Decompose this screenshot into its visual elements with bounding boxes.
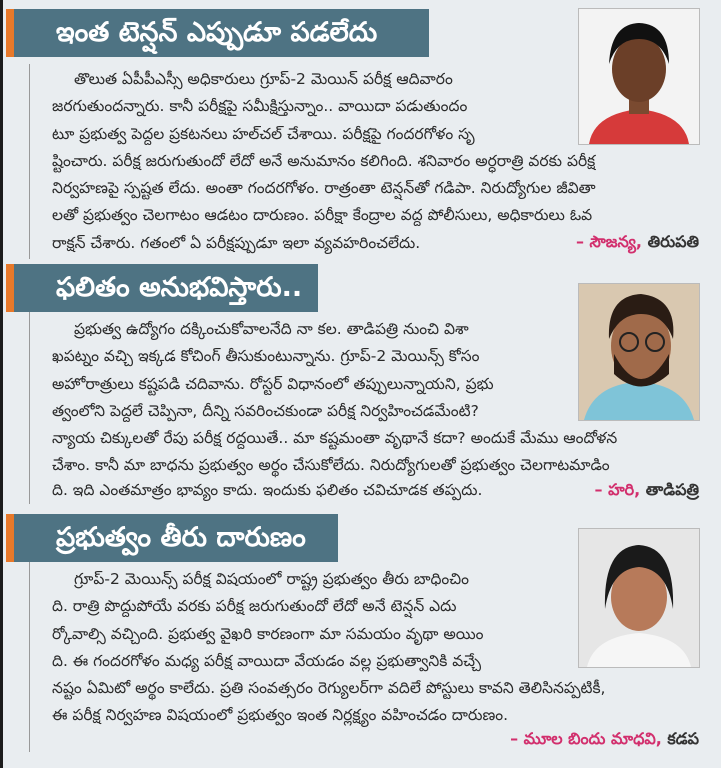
opinion-section-1	[0, 0, 721, 262]
author-signature	[510, 729, 699, 752]
paragraph-line: ఖపట్నం వచ్చి ఇక్కడ కోచింగ్ తీసుకుంటున్నాను. గ్రూప్-2 మెయిన్స్ కోసం	[52, 347, 480, 366]
section-body	[52, 66, 596, 257]
paragraph-line: నష్టం ఏమిటో అర్థం కాలేదు. ప్రతి సంవత్సరం రెగ్యులర్‌గా వదిలే పోస్టులు కావని తెలిసినప్పటికీ,	[52, 679, 606, 698]
paragraph-line: చేశాం. కానీ మా బాధను ప్రభుత్వం అర్థం చేసుకోలేదు. నిరుద్యోగులతో ప్రభుత్వం చెలగాటమాడిం	[52, 456, 610, 475]
section-heading: ఇంత టెన్షన్ ఎప్పుడూ పడలేదు	[6, 9, 429, 57]
paragraph-line: త్వంలోని పెద్దలే చెప్పినా, దీన్ని సవరించకుండా పరీక్ష నిర్వహించడమేంటి?	[52, 401, 479, 420]
author-name: – హరి,	[594, 480, 641, 499]
text-line	[52, 566, 605, 593]
section-heading: ఫలితం అనుభవిస్తారు..	[6, 264, 318, 312]
opinion-section-2	[0, 262, 721, 507]
author-signature	[52, 480, 699, 503]
paragraph-line: గ్రూప్-2 మెయిన్స్ పరీక్ష విషయంలో రాష్ట్ర ప్రభుత్వం తీరు బాధించిం	[74, 570, 470, 588]
paragraph-line: న్యాయ చిక్కులతో రేపు పరీక్ష రద్దయితే.. మా కష్టమంతా వృథానే కదా? అందుకే మేము ఆందోళన	[52, 429, 618, 448]
portrait-photo	[578, 8, 700, 145]
paragraph-line: ష్టించారు. పరీక్ష జరుగుతుందో లేదో అనే అనుమానం కలిగింది. శనివారం అర్ధరాత్రి వరకు పరీక్ష	[52, 151, 596, 170]
paragraph-line: నిర్వహణపై స్పష్టత లేదు. అంతా గందరగోళం. రాత్రంతా టెన్షన్‌తో గడిపా. నిరుద్యోగుల జీవితా	[52, 179, 596, 198]
author-signature	[576, 232, 699, 255]
paragraph-line: జరగుతుందన్నారు. కానీ పరీక్షపై సమీక్షిస్తున్నాం.. వాయిదా పడుతుందం	[52, 97, 468, 116]
woman-portrait-image	[579, 9, 699, 144]
author-place: కడప	[667, 729, 699, 748]
paragraph-line: అహోరాత్రులు కష్టపడి చదివాను. రోస్టర్ విధానంలో తప్పులున్నాయని, ప్రభు	[52, 374, 494, 393]
section-body	[52, 566, 605, 730]
paragraph-line: ది. ఇది ఎంతమాత్రం భావ్యం కాదు. ఇందుకు ఫలితం చవిచూడక తప్పదు.	[52, 481, 483, 499]
author-place: తాడిపత్రి	[645, 480, 699, 499]
author-place: తిరుపతి	[647, 232, 699, 251]
paragraph-line: ది. ఈ గందరగోళం మధ్య పరీక్ష వాయిదా వేయడం వల్ల ప్రభుత్వానికి వచ్చే	[52, 651, 482, 670]
paragraph-line: లతో ప్రభుత్వం చెలగాటం ఆడటం దారుణం. పరీక్షా కేంద్రాల వద్ద పోలీసులు, అధికారులు ఓవ	[52, 206, 593, 225]
author-name: – మూల బిందు మాధవి,	[510, 729, 662, 748]
divider	[29, 64, 30, 259]
divider	[29, 312, 30, 504]
paragraph-line: టూ ప్రభుత్వ పెద్దల ప్రకటనలు హల్‌చల్ చేశాయి. పరీక్షపై గందరగోళం సృ	[52, 124, 475, 143]
opinion-section-3	[0, 507, 721, 768]
section-body	[52, 316, 617, 480]
text-line	[52, 66, 596, 93]
paragraph-line: తొలుత ఏపీపీఎస్సీ అధికారులు గ్రూప్-2 మెయిన్ పరీక్ష ఆదివారం	[74, 70, 453, 88]
text-line	[52, 316, 617, 343]
paragraph-line: ది. రాత్రి పొద్దుపోయే వరకు పరీక్ష జరుగుతుందో లేదో అనే టెన్షన్ ఎదు	[52, 597, 457, 616]
section-heading: ప్రభుత్వం తీరు దారుణం	[6, 514, 338, 562]
author-name: – సౌజన్య,	[575, 232, 642, 251]
paragraph-line: ప్రభుత్వ ఉద్యోగం దక్కించుకోవాలనేది నా కల. తాడిపత్రి నుంచి విశా	[74, 320, 469, 338]
divider	[29, 562, 30, 752]
paragraph-line: ర్కోవాల్సి వచ్చింది. ప్రభుత్వ వైఖరి కారణంగా మా సమయం వృథా అయిం	[52, 624, 484, 643]
paragraph-line: రాక్షన్ చేశారు. గతంలో ఏ పరీక్షప్పుడూ ఇలా వ్యవహరించలేదు.	[52, 233, 421, 252]
paragraph-line: ఈ పరీక్ష నిర్వహణ విషయంలో ప్రభుత్వం ఇంత నిర్లక్ష్యం వహించడం దారుణం.	[52, 706, 509, 725]
